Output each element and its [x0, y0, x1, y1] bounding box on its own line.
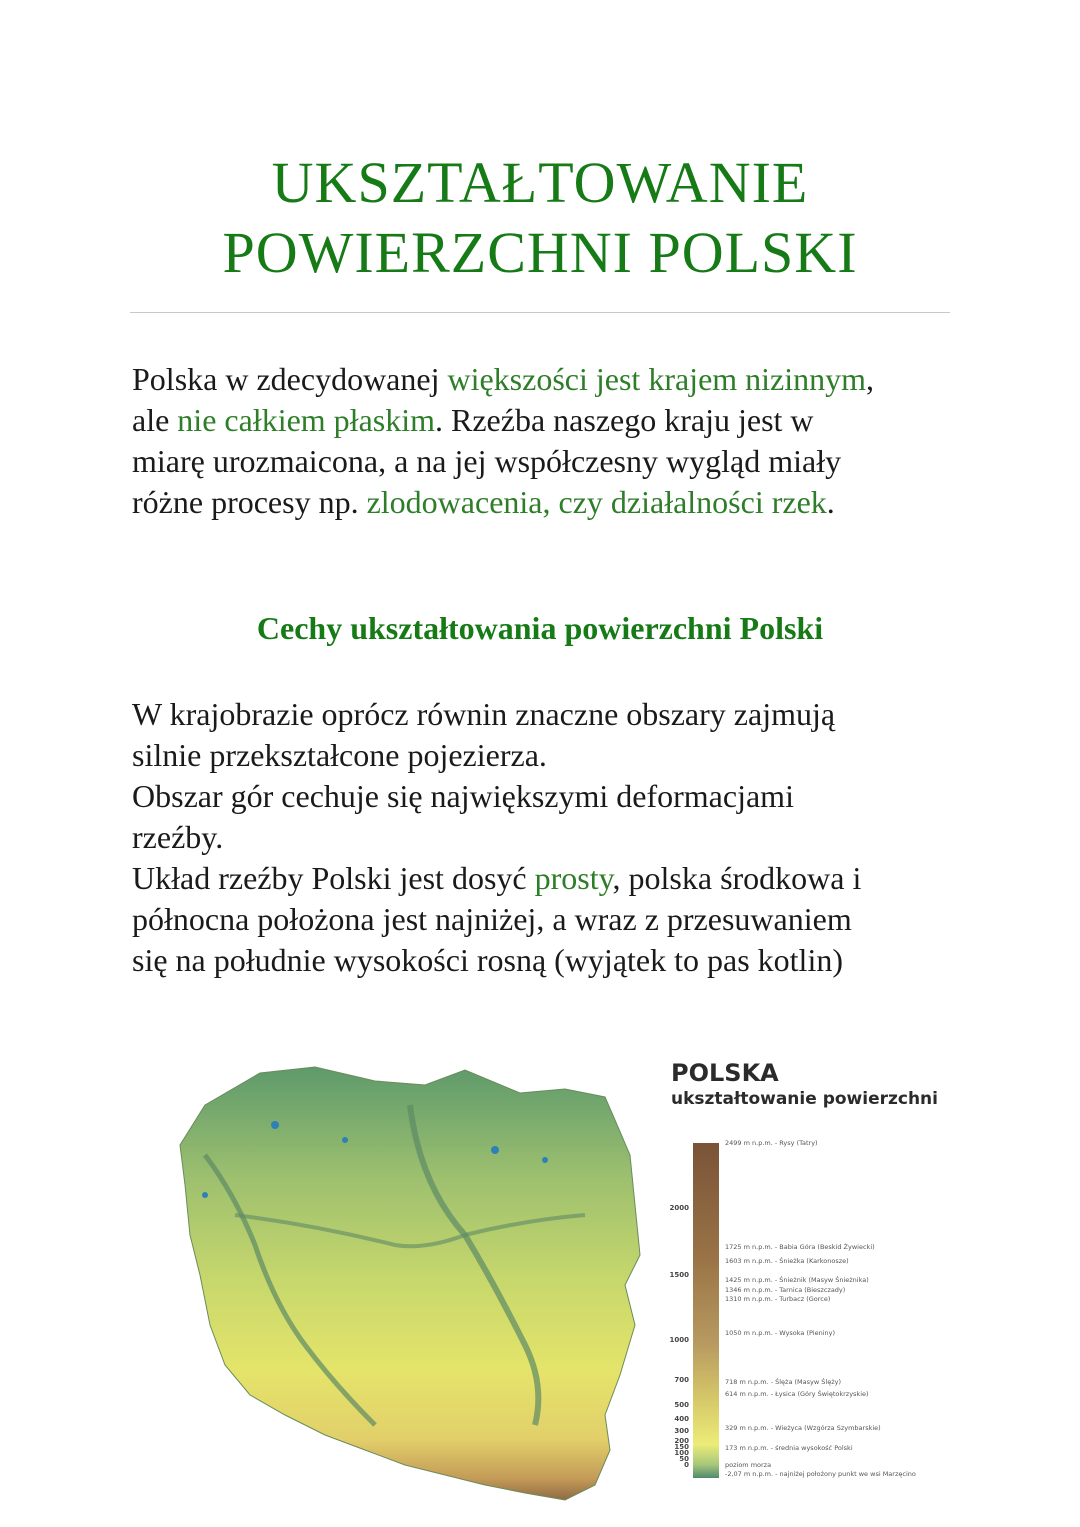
scale-tick-label: 50: [679, 1455, 689, 1463]
intro-text: miarę urozmaicona, a na jej współczesny wygląd miały: [132, 443, 842, 479]
scale-tick-label: 150: [674, 1443, 689, 1451]
intro-text: Polska w zdecydowanej: [132, 361, 448, 397]
scale-tick-label: 1000: [669, 1336, 689, 1344]
body-line: , polska środkowa i: [612, 860, 862, 896]
page-title: [0, 148, 1080, 288]
scale-tick-label: 500: [674, 1401, 689, 1409]
body-line: Obszar gór cechuje się największymi deformacjami: [132, 778, 794, 814]
body-paragraph: [132, 694, 962, 981]
intro-highlight: nie całkiem płaskim: [177, 402, 435, 438]
scale-tick-label: 400: [674, 1415, 689, 1423]
peak-labels: [725, 1139, 916, 1478]
lake: [271, 1121, 279, 1129]
peak-label: 329 m n.p.m. - Wieżyca (Wzgórza Szymbarskie): [725, 1424, 881, 1432]
intro-text: ale: [132, 402, 178, 438]
peak-label: poziom morza: [725, 1461, 772, 1469]
scale-tick-labels: [670, 1204, 690, 1469]
scale-tick-label: 200: [674, 1437, 689, 1445]
title-divider: [130, 312, 950, 313]
peak-label: 2499 m n.p.m. - Rysy (Tatry): [725, 1139, 818, 1147]
body-line: Układ rzeźby Polski jest dosyć: [132, 860, 535, 896]
peak-label: 1425 m n.p.m. - Śnieżnik (Masyw Śnieżnika): [725, 1276, 869, 1284]
title-line-2: POWIERZCHNI POLSKI: [222, 220, 858, 285]
peak-label: 1603 m n.p.m. - Śnieżka (Karkonosze): [725, 1257, 849, 1265]
title-line-1: UKSZTAŁTOWANIE: [271, 150, 809, 215]
lake: [202, 1192, 208, 1198]
peak-label: 173 m n.p.m. - średnia wysokość Polski: [725, 1444, 853, 1452]
peak-label: 1050 m n.p.m. - Wysoka (Pieniny): [725, 1329, 836, 1337]
intro-highlight: zlodowacenia, czy działalności rzek: [366, 484, 827, 520]
intro-paragraph: [132, 359, 962, 523]
scale-tick-label: 0: [684, 1461, 689, 1469]
intro-text: .: [826, 484, 835, 520]
scale-tick-label: 2000: [669, 1204, 689, 1212]
lake: [342, 1137, 348, 1143]
intro-text: . Rzeźba naszego kraju jest w: [435, 402, 814, 438]
elevation-scale: [693, 1143, 719, 1478]
map-legend-title: [671, 1058, 938, 1110]
peak-label: 1346 m n.p.m. - Tarnica (Bieszczady): [725, 1286, 846, 1294]
peak-label: 1725 m n.p.m. - Babia Góra (Beskid Żywiecki): [725, 1243, 875, 1251]
intro-text: ,: [866, 361, 875, 397]
intro-text: różne procesy np.: [132, 484, 367, 520]
peak-label: 614 m n.p.m. - Łysica (Góry Świętokrzyskie): [725, 1390, 869, 1398]
body-line: północna położona jest najniżej, a wraz z przesuwaniem: [132, 901, 852, 937]
map-title: POLSKA: [671, 1059, 779, 1087]
body-line: się na południe wysokości rosną (wyjątek to pas kotlin): [132, 942, 843, 978]
scale-tick-label: 1500: [669, 1271, 689, 1279]
intro-highlight: większości jest krajem nizinnym: [447, 361, 867, 397]
body-line: rzeźby.: [132, 819, 224, 855]
lake: [542, 1157, 548, 1163]
body-line: W krajobrazie oprócz równin znaczne obszary zajmują: [132, 696, 836, 732]
peak-label: 1310 m n.p.m. - Turbacz (Gorce): [725, 1295, 831, 1303]
map-subtitle: ukształtowanie powierzchni: [671, 1089, 938, 1109]
peak-label: 718 m n.p.m. - Ślęża (Masyw Ślęży): [725, 1378, 841, 1386]
poland-territory: [180, 1067, 640, 1500]
scale-tick-label: 300: [674, 1427, 689, 1435]
peak-label: -2,07 m n.p.m. - najniżej położony punkt we wsi Marzęcino: [725, 1470, 916, 1478]
body-highlight: prosty: [534, 860, 613, 896]
relief-map: [165, 1045, 965, 1515]
section-heading: Cechy ukształtowania powierzchni Polski: [256, 610, 824, 646]
lake: [491, 1146, 499, 1154]
scale-tick-label: 700: [674, 1376, 689, 1384]
body-line: silnie przekształcone pojezierza.: [132, 737, 547, 773]
scale-tick-label: 100: [674, 1449, 689, 1457]
